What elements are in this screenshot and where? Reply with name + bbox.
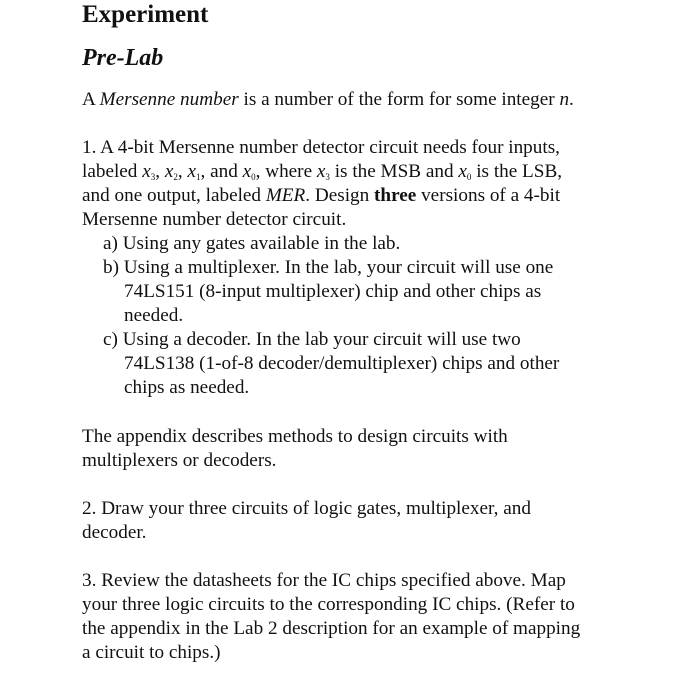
option-b-line-1: b) Using a multiplexer. In the lab, your circuit will use one xyxy=(103,257,554,278)
intro-paragraph: A Mersenne number is a number of the form for some integer n. xyxy=(82,89,574,110)
page-title: Experiment xyxy=(82,1,209,28)
question-3-line-3: the appendix in the Lab 2 description for an example of mapping xyxy=(82,618,581,639)
option-a: a) Using any gates available in the lab. xyxy=(103,233,401,254)
question-1-line-1: 1. A 4-bit Mersenne number detector circuit needs four inputs, xyxy=(82,137,560,158)
question-1-line-4: Mersenne number detector circuit. xyxy=(82,209,347,230)
option-c-line-3: chips as needed. xyxy=(124,377,250,398)
option-b-line-2: 74LS151 (8-input multiplexer) chip and other chips as xyxy=(124,281,542,302)
option-b-line-3: needed. xyxy=(124,305,184,326)
question-1-line-2: labeled $x_3$, $x_2$, $x_1$, and $x_0$, where $x_3$ is the MSB and $x_0$ is the LSB, xyxy=(82,161,563,182)
appendix-line-1: The appendix describes methods to design circuits with xyxy=(82,426,508,447)
question-1-line-3: and one output, labeled MER. Design three versions of a 4-bit xyxy=(82,185,561,206)
question-3-line-1: 3. Review the datasheets for the IC chips specified above. Map xyxy=(82,570,566,591)
question-2-line-1: 2. Draw your three circuits of logic gates, multiplexer, and xyxy=(82,498,531,519)
option-c-line-2: 74LS138 (1-of-8 decoder/demultiplexer) chips and other xyxy=(124,353,560,374)
appendix-line-2: multiplexers or decoders. xyxy=(82,450,277,471)
question-3-line-4: a circuit to chips.) xyxy=(82,642,221,663)
section-heading: Pre-Lab xyxy=(82,45,164,71)
mersenne-term: Mersenne number xyxy=(99,89,239,110)
question-2-line-2: decoder. xyxy=(82,522,147,543)
option-c-line-1: c) Using a decoder. In the lab your circuit will use two xyxy=(103,329,521,350)
question-3-line-2: your three logic circuits to the corresponding IC chips. (Refer to xyxy=(82,594,575,615)
